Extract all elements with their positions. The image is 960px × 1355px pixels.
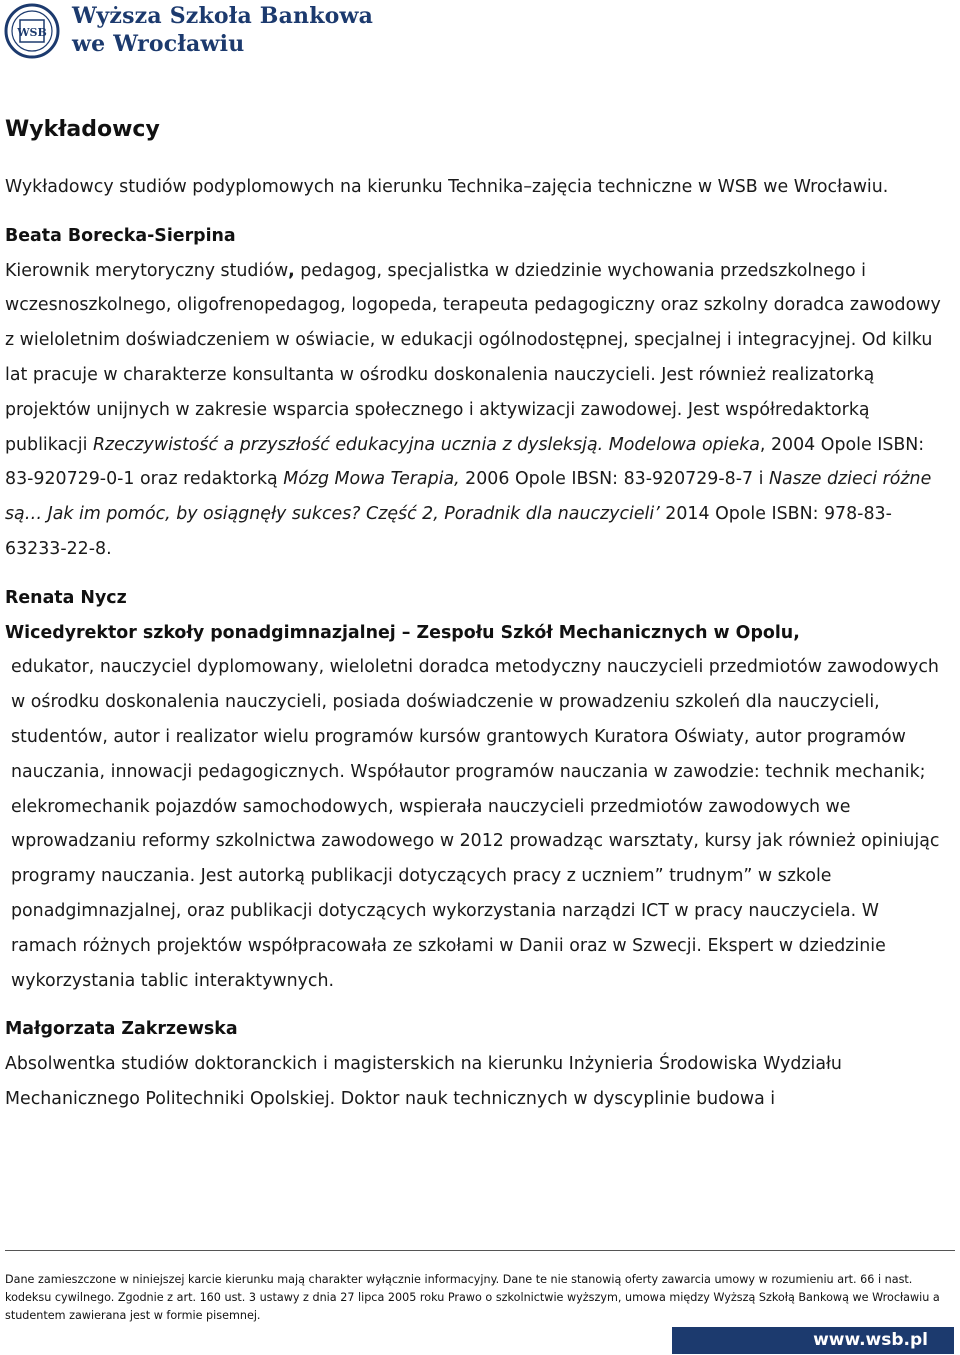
publication-title: Mózg Mowa Terapia, xyxy=(283,469,460,490)
intro-text: Wykładowcy studiów podyplomowych na kierunku Technika–zajęcia techniczne w WSB we Wrocławiu. xyxy=(5,177,889,197)
publication-title: Rzeczywistość a przyszłość edukacyjna ucznia z dysleksją. Modelowa opieka xyxy=(92,434,760,455)
page-header xyxy=(0,0,960,64)
university-logo[interactable] xyxy=(72,2,373,58)
university-seal-icon xyxy=(4,2,60,60)
lecturer-bio xyxy=(5,254,950,567)
bio-text: 2014 Opole ISBN: 978-83-63233-22-8. xyxy=(5,504,892,559)
lecturer-name: Renata Nycz xyxy=(5,587,127,608)
logo-name-line1: Wyższa Szkoła Bankowa xyxy=(72,3,374,29)
bio-comma: , xyxy=(288,260,295,281)
bio-text: Kierownik merytoryczny studiów xyxy=(5,260,289,281)
lecturer-name: Małgorzata Zakrzewska xyxy=(5,1019,238,1040)
footer-url-link[interactable]: www.wsb.pl xyxy=(813,1330,928,1350)
bio-text: , 2004 Opole ISBN: 83-920729-0-1 oraz redaktorką xyxy=(5,434,925,490)
logo-name-line2: we Wrocławiu xyxy=(72,31,245,57)
seal-text: WSB xyxy=(17,26,47,39)
footer-disclaimer: Dane zamieszczone w niniejszej karcie kierunku mają charakter wyłącznie informacyjny. Dane te nie stanowią oferty zawarcia umowy w rozumieniu art. 66 i nast. kodeksu cywilnego. Zgodnie z art. 160 ust. 3 ustawy z dnia 27 lipca 2005 roku Prawo o szkolnictwie wyższym, umowa między Wyższą Szkołą Bankową we Wrocławiu a studentem zawierana jest w formie pisemnej. xyxy=(5,1273,940,1322)
bio-text: 2006 Opole IBSN: 83-920729-8-7 i xyxy=(459,469,769,490)
bio-text: pedagog, specjalistka w dziedzinie wychowania przedszkolnego i wczesnoszkolnego, oligofrenopedagog, logopeda, terapeuta pedagogiczny oraz szkolny doradca zawodowy z wieloletnim doświadczeniem w oświacie, w edukacji ogólnodostępnej, specjalnej i integracyjnej. Od kilku lat pracuje w charakterze konsultanta w ośrodku doskonalenia nauczycieli. Jest również realizatorką projektów unijnych w zakresie wsparcia społecznego i aktywizacji zawodowej. Jest współredaktorką publikacji xyxy=(5,260,941,455)
page-title: Wykładowcy xyxy=(5,117,160,142)
lecturer-entry-3 xyxy=(5,1012,950,1116)
footer-url-badge[interactable] xyxy=(672,1327,954,1354)
main-content xyxy=(5,112,950,1117)
lecturer-bio: edukator, nauczyciel dyplomowany, wieloletni doradca metodyczny nauczycieli przedmiotów zawodowych w ośrodku doskonalenia nauczycieli, posiada doświadczenie w prowadzeniu szkoleń dla nauczycieli, studentów, autor i realizator wielu programów kursów grantowych Kuratora Oświaty, autor programów nauczania, innowacji pedagogicznych. Współautor programów nauczania w zawodzie: technik mechanik; elekromechanik pojazdów samochodowych, wspierała nauczycieli przedmiotów zawodowych we wprowadzaniu reformy szkolnictwa zawodowego w 2012 prowadząc warsztaty, kursy jak również opiniując programy nauczania. Jest autorką publikacji dotyczących pracy z uczniem” trudnym” w szkole ponadgimnazjalnej, oraz publikacji dotyczących wykorzystania narządzi ICT w pracy nauczyciela. W ramach różnych projektów współpracowała ze szkołami w Danii oraz w Szwecji. Ekspert w dziedzinie wykorzystania tablic interaktywnych. xyxy=(11,657,940,991)
publication-title: Nasze dzieci różne są… Jak im pomóc, by osiągnęły sukces? Część 2, Poradnik dla nauczycieli’ xyxy=(5,469,932,525)
lecturer-name: Beata Borecka-Sierpina xyxy=(5,225,236,246)
footer-divider xyxy=(5,1250,955,1251)
lecturer-entry-2 xyxy=(5,581,950,999)
lecturer-role: Wicedyrektor szkoły ponadgimnazjalnej – Zespołu Szkół Mechanicznych w Opolu, xyxy=(5,622,800,643)
lecturer-entry-1 xyxy=(5,219,950,567)
lecturer-bio: Absolwentka studiów doktoranckich i magisterskich na kierunku Inżynieria Środowiska Wydziału Mechanicznego Politechniki Opolskiej. Doktor nauk technicznych w dyscyplinie budowa i xyxy=(5,1054,842,1109)
